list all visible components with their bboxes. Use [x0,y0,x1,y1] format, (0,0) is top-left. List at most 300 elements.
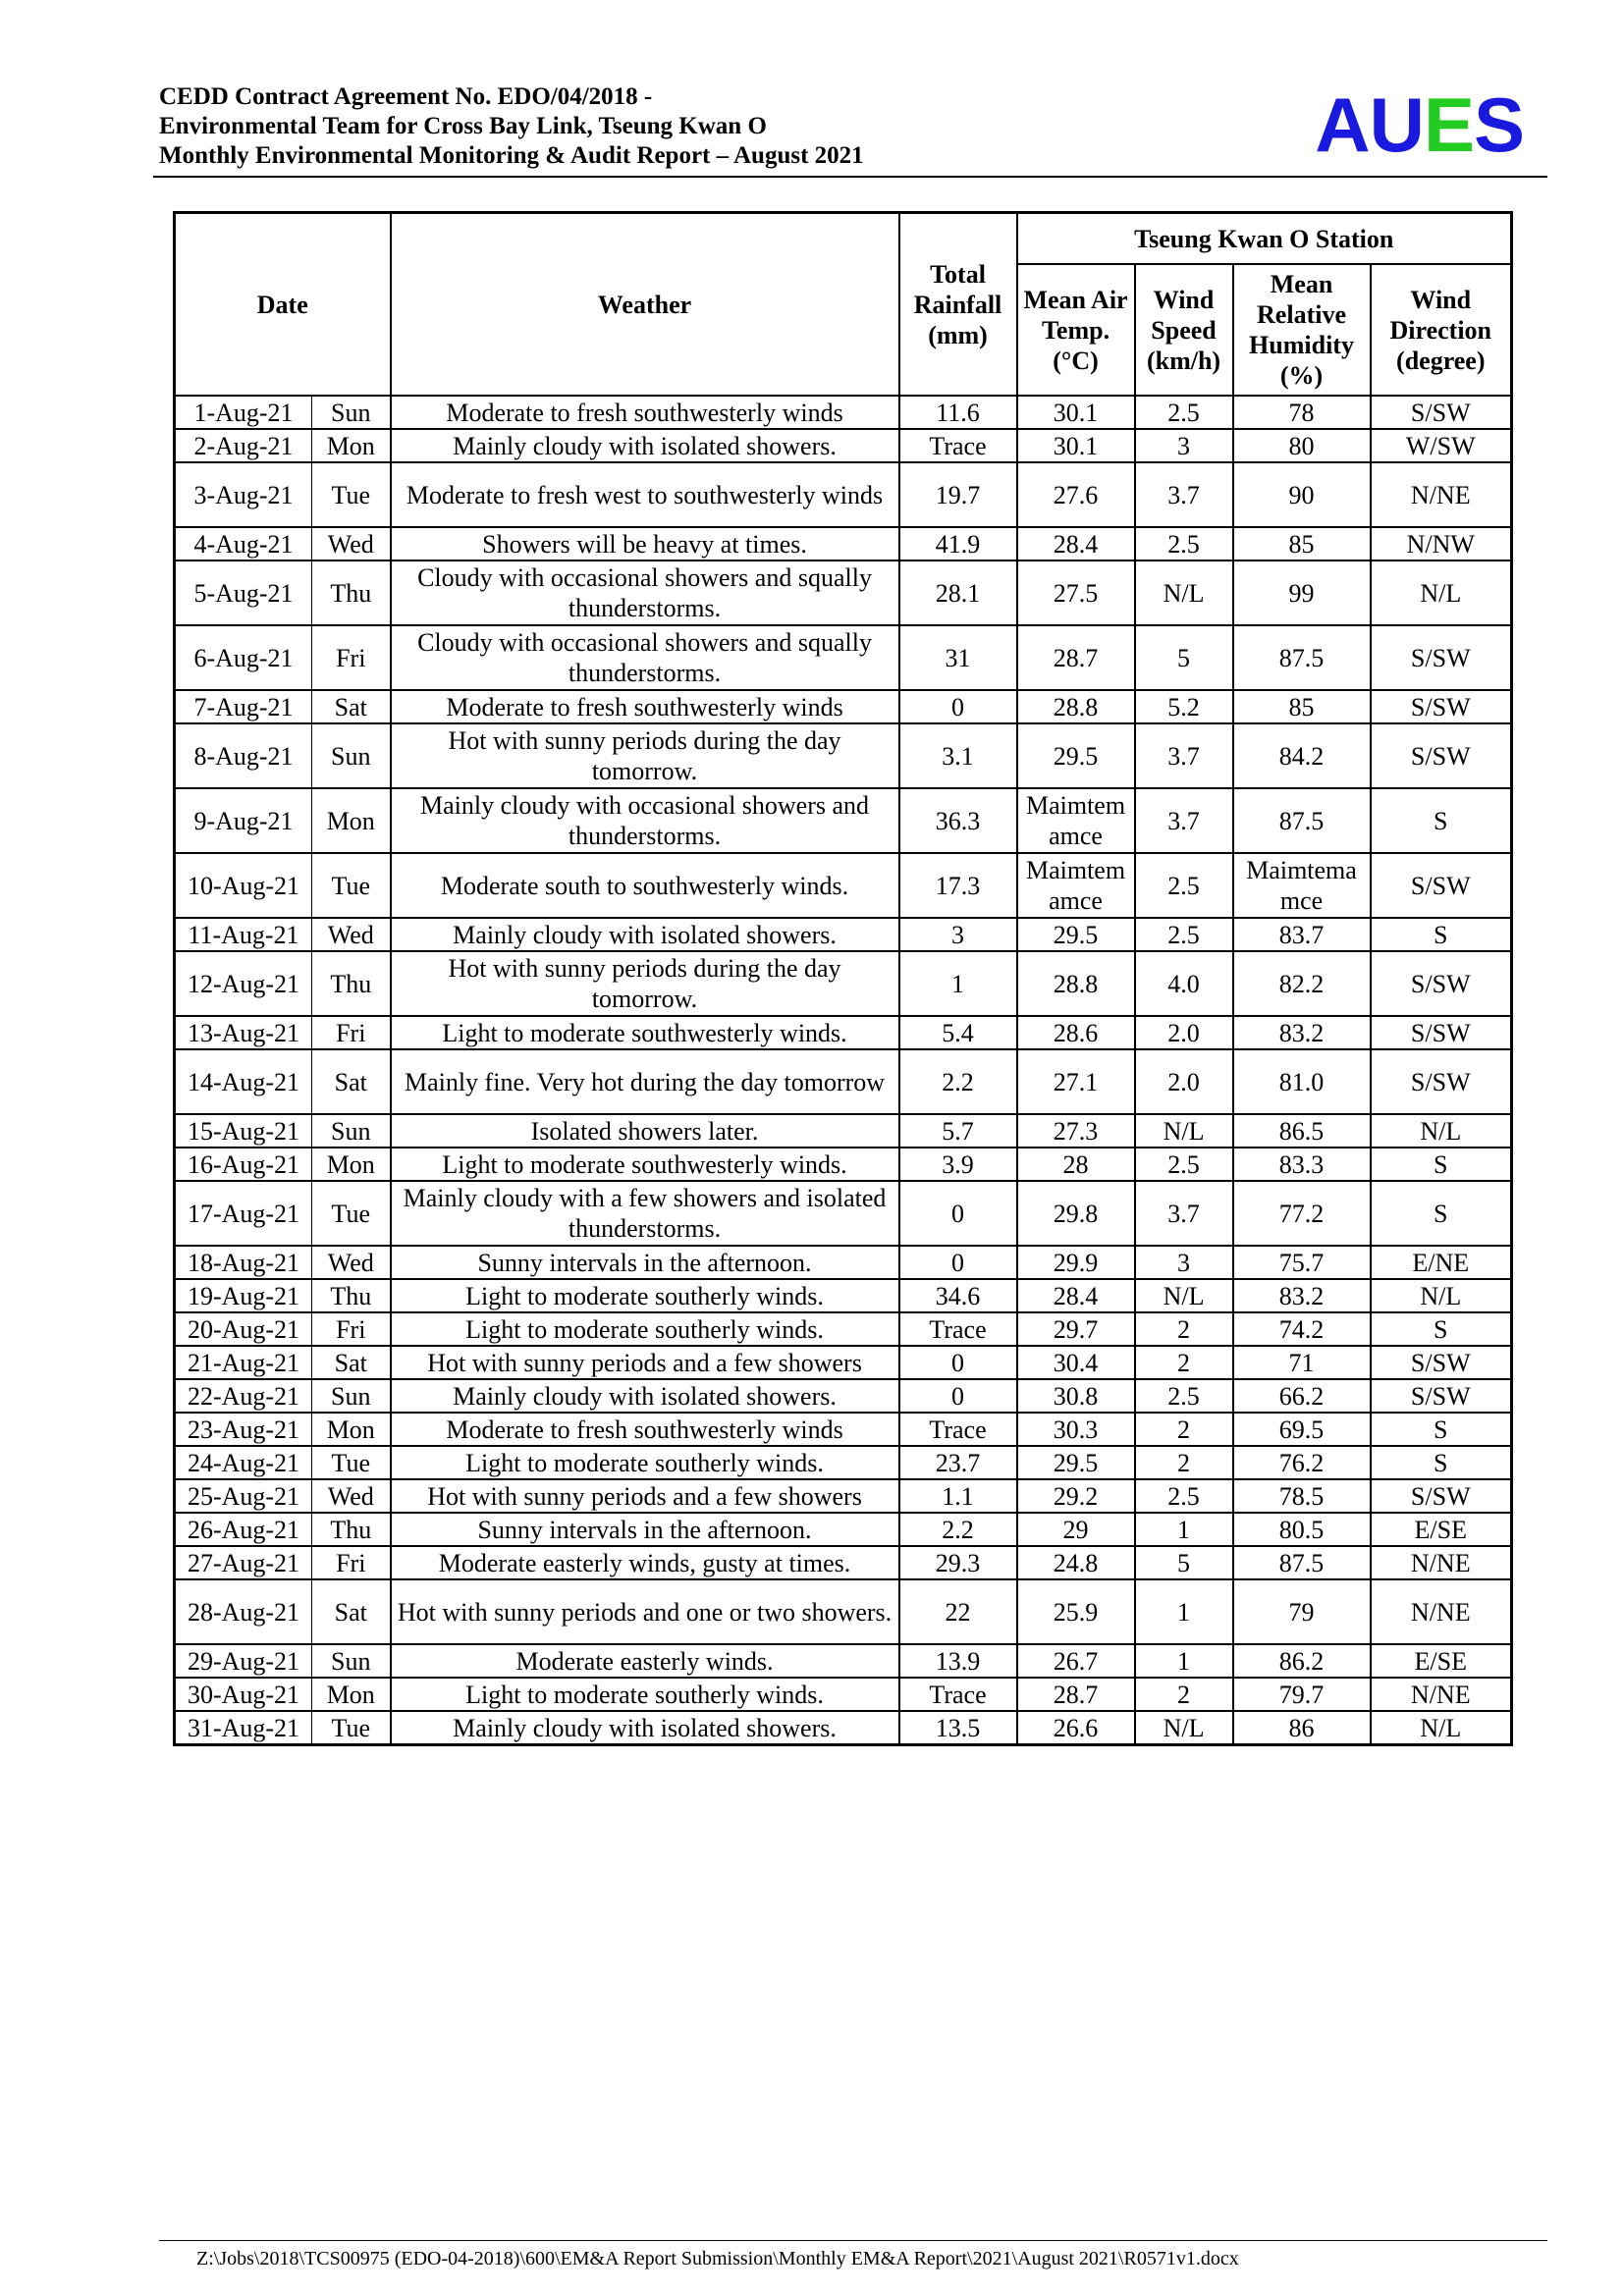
rainfall-cell: Trace [899,1413,1017,1446]
wind-direction-cell: S/SW [1371,396,1512,429]
wind-speed-cell: 3.7 [1135,462,1233,527]
date-cell: 29-Aug-21 [175,1644,312,1678]
wind-speed-cell: 4.0 [1135,951,1233,1016]
humidity-cell: 84.2 [1233,723,1371,788]
table-row [175,723,1512,788]
table-row [175,918,1512,951]
day-cell: Mon [312,1148,391,1181]
wind-speed-cell: 2 [1135,1413,1233,1446]
day-cell: Tue [312,1181,391,1246]
day-cell: Tue [312,853,391,918]
rainfall-cell: Trace [899,429,1017,462]
rainfall-cell: 17.3 [899,853,1017,918]
rainfall-cell: 23.7 [899,1446,1017,1479]
humidity-cell: 79 [1233,1579,1371,1644]
humidity-cell: 69.5 [1233,1413,1371,1446]
rainfall-cell: 3.1 [899,723,1017,788]
date-cell: 28-Aug-21 [175,1579,312,1644]
table-row [175,1279,1512,1312]
wind-speed-cell: N/L [1135,1711,1233,1745]
temperature-cell: 28.8 [1017,951,1135,1016]
table-row [175,429,1512,462]
temperature-cell: 29.5 [1017,1446,1135,1479]
wind-speed-cell: 5.2 [1135,690,1233,723]
temperature-cell: 29.5 [1017,723,1135,788]
rainfall-cell: 3.9 [899,1148,1017,1181]
table-row [175,527,1512,561]
wind-speed-cell: 2.5 [1135,1148,1233,1181]
weather-cell: Isolated showers later. [391,1114,899,1148]
table-row [175,462,1512,527]
aues-logo [1315,81,1524,168]
wind-direction-cell: N/L [1371,1279,1512,1312]
table-row [175,951,1512,1016]
date-cell: 26-Aug-21 [175,1513,312,1546]
humidity-cell: 71 [1233,1346,1371,1379]
page-header [159,82,1542,175]
wind-speed-cell: 2.5 [1135,853,1233,918]
date-cell: 24-Aug-21 [175,1446,312,1479]
wind-direction-cell: S/SW [1371,1379,1512,1413]
day-cell: Fri [312,1546,391,1579]
table-row [175,1711,1512,1745]
rainfall-cell: 2.2 [899,1513,1017,1546]
day-cell: Mon [312,788,391,853]
date-cell: 19-Aug-21 [175,1279,312,1312]
date-cell: 4-Aug-21 [175,527,312,561]
table-row [175,1148,1512,1181]
date-cell: 16-Aug-21 [175,1148,312,1181]
wind-speed-cell: 2 [1135,1346,1233,1379]
temperature-cell: 25.9 [1017,1579,1135,1644]
rainfall-cell: 13.9 [899,1644,1017,1678]
table-row [175,1246,1512,1279]
date-cell: 3-Aug-21 [175,462,312,527]
date-cell: 30-Aug-21 [175,1678,312,1711]
humidity-cell: 66.2 [1233,1379,1371,1413]
weather-cell: Light to moderate southerly winds. [391,1312,899,1346]
rainfall-cell: 13.5 [899,1711,1017,1745]
humidity-cell: 87.5 [1233,788,1371,853]
weather-cell: Hot with sunny periods and a few showers [391,1479,899,1513]
wind-direction-cell: S [1371,1312,1512,1346]
weather-cell: Hot with sunny periods during the day tomorrow. [391,723,899,788]
date-cell: 1-Aug-21 [175,396,312,429]
day-cell: Thu [312,951,391,1016]
day-cell: Wed [312,527,391,561]
weather-cell: Light to moderate southerly winds. [391,1678,899,1711]
wind-direction-cell: N/NW [1371,527,1512,561]
table-row [175,1446,1512,1479]
weather-cell: Hot with sunny periods during the day tomorrow. [391,951,899,1016]
day-cell: Wed [312,1246,391,1279]
wind-speed-cell: 2 [1135,1446,1233,1479]
table-row [175,1379,1512,1413]
wind-speed-cell: 3.7 [1135,1181,1233,1246]
humidity-cell: 78 [1233,396,1371,429]
table-row [175,1644,1512,1678]
wind-direction-cell: S [1371,1446,1512,1479]
rainfall-cell: 5.4 [899,1016,1017,1049]
temperature-cell: 28.7 [1017,1678,1135,1711]
wind-speed-cell: 1 [1135,1644,1233,1678]
table-row [175,561,1512,625]
date-cell: 31-Aug-21 [175,1711,312,1745]
temperature-cell: 30.4 [1017,1346,1135,1379]
date-cell: 25-Aug-21 [175,1479,312,1513]
wind-speed-cell: 2.5 [1135,918,1233,951]
contract-title: CEDD Contract Agreement No. EDO/04/2018 - [159,83,653,110]
humidity-cell: 87.5 [1233,1546,1371,1579]
wind-direction-cell: E/SE [1371,1513,1512,1546]
wind-direction-cell: S/SW [1371,853,1512,918]
temperature-cell: 29.9 [1017,1246,1135,1279]
project-title: Environmental Team for Cross Bay Link, Tseung Kwan O [159,113,767,139]
day-cell: Sat [312,1579,391,1644]
temperature-cell: 30.1 [1017,429,1135,462]
humidity-cell: 80.5 [1233,1513,1371,1546]
wind-speed-cell: 2.5 [1135,1479,1233,1513]
rainfall-cell: 34.6 [899,1279,1017,1312]
weather-cell: Hot with sunny periods and one or two showers. [391,1579,899,1644]
wind-direction-cell: S/SW [1371,1479,1512,1513]
day-cell: Wed [312,918,391,951]
date-cell: 21-Aug-21 [175,1346,312,1379]
rainfall-cell: 11.6 [899,396,1017,429]
table-row [175,625,1512,690]
temperature-cell: 28.6 [1017,1016,1135,1049]
temperature-cell: 27.5 [1017,561,1135,625]
table-row [175,1413,1512,1446]
day-cell: Sat [312,1346,391,1379]
weather-cell: Sunny intervals in the afternoon. [391,1513,899,1546]
temperature-cell: 27.6 [1017,462,1135,527]
humidity-cell: 77.2 [1233,1181,1371,1246]
humidity-cell: 78.5 [1233,1479,1371,1513]
wind-speed-cell: 5 [1135,1546,1233,1579]
humidity-cell: 90 [1233,462,1371,527]
weather-cell: Moderate to fresh southwesterly winds [391,690,899,723]
wind-speed-cell: N/L [1135,561,1233,625]
temperature-cell: 30.1 [1017,396,1135,429]
date-cell: 2-Aug-21 [175,429,312,462]
rainfall-cell: Trace [899,1312,1017,1346]
humidity-cell: 79.7 [1233,1678,1371,1711]
date-cell: 13-Aug-21 [175,1016,312,1049]
table-row [175,1049,1512,1114]
file-path-footer: Z:\Jobs\2018\TCS00975 (EDO-04-2018)\600\EM&A Report Submission\Monthly EM&A Report\2021\August 2021\R0571v1.docx [196,2248,1239,2269]
day-cell: Sun [312,723,391,788]
temperature-cell: 30.3 [1017,1413,1135,1446]
humidity-cell: 86.2 [1233,1644,1371,1678]
day-cell: Sun [312,1379,391,1413]
table-row [175,1546,1512,1579]
header-weather: Weather [391,213,899,397]
table-row [175,1579,1512,1644]
wind-direction-cell: N/NE [1371,1678,1512,1711]
wind-direction-cell: S [1371,1413,1512,1446]
logo-letter: A [1315,81,1370,168]
weather-cell: Cloudy with occasional showers and squally thunderstorms. [391,561,899,625]
weather-cell: Hot with sunny periods and a few showers [391,1346,899,1379]
logo-letter: E [1423,81,1474,168]
date-cell: 17-Aug-21 [175,1181,312,1246]
date-cell: 14-Aug-21 [175,1049,312,1114]
rainfall-cell: 0 [899,1246,1017,1279]
wind-direction-cell: S/SW [1371,723,1512,788]
temperature-cell: Maimtem amce [1017,853,1135,918]
day-cell: Tue [312,462,391,527]
rainfall-cell: 1.1 [899,1479,1017,1513]
table-row [175,1016,1512,1049]
weather-cell: Moderate easterly winds, gusty at times. [391,1546,899,1579]
wind-direction-cell: S [1371,918,1512,951]
day-cell: Sat [312,1049,391,1114]
temperature-cell: 26.7 [1017,1644,1135,1678]
date-cell: 5-Aug-21 [175,561,312,625]
table-row [175,1312,1512,1346]
date-cell: 11-Aug-21 [175,918,312,951]
wind-speed-cell: 2 [1135,1678,1233,1711]
humidity-cell: 80 [1233,429,1371,462]
humidity-cell: 86 [1233,1711,1371,1745]
table-row [175,788,1512,853]
date-cell: 12-Aug-21 [175,951,312,1016]
day-cell: Thu [312,1513,391,1546]
temperature-cell: 26.6 [1017,1711,1135,1745]
humidity-cell: 83.2 [1233,1016,1371,1049]
temperature-cell: 28.8 [1017,690,1135,723]
wind-direction-cell: E/NE [1371,1246,1512,1279]
humidity-cell: 83.2 [1233,1279,1371,1312]
humidity-cell: 74.2 [1233,1312,1371,1346]
temperature-cell: 29.7 [1017,1312,1135,1346]
date-cell: 9-Aug-21 [175,788,312,853]
wind-speed-cell: 2 [1135,1312,1233,1346]
wind-direction-cell: S [1371,1181,1512,1246]
day-cell: Fri [312,1016,391,1049]
rainfall-cell: 22 [899,1579,1017,1644]
wind-speed-cell: N/L [1135,1279,1233,1312]
rainfall-cell: 19.7 [899,462,1017,527]
wind-direction-cell: N/NE [1371,462,1512,527]
wind-direction-cell: N/NE [1371,1579,1512,1644]
table-row [175,853,1512,918]
humidity-cell: 83.7 [1233,918,1371,951]
weather-cell: Light to moderate southerly winds. [391,1446,899,1479]
rainfall-cell: 3 [899,918,1017,951]
date-cell: 8-Aug-21 [175,723,312,788]
temperature-cell: 29.2 [1017,1479,1135,1513]
wind-direction-cell: S/SW [1371,625,1512,690]
rainfall-cell: 36.3 [899,788,1017,853]
temperature-cell: 29.8 [1017,1181,1135,1246]
table-row [175,1678,1512,1711]
weather-cell: Mainly cloudy with a few showers and isolated thunderstorms. [391,1181,899,1246]
weather-cell: Mainly cloudy with occasional showers and thunderstorms. [391,788,899,853]
weather-table [173,211,1513,1746]
wind-speed-cell: 3 [1135,1246,1233,1279]
wind-speed-cell: 3.7 [1135,723,1233,788]
wind-speed-cell: 2.0 [1135,1016,1233,1049]
temperature-cell: 27.3 [1017,1114,1135,1148]
temperature-cell: Maimtem amce [1017,788,1135,853]
wind-direction-cell: N/L [1371,1711,1512,1745]
humidity-cell: 99 [1233,561,1371,625]
rainfall-cell: 0 [899,1379,1017,1413]
header-wind-speed: Wind Speed (km/h) [1135,264,1233,396]
header-wind-direction: Wind Direction (degree) [1371,264,1512,396]
humidity-cell: 85 [1233,527,1371,561]
day-cell: Sat [312,690,391,723]
logo-letter: U [1369,81,1424,168]
day-cell: Fri [312,625,391,690]
weather-cell: Cloudy with occasional showers and squally thunderstorms. [391,625,899,690]
rainfall-cell: 2.2 [899,1049,1017,1114]
wind-speed-cell: 1 [1135,1579,1233,1644]
date-cell: 10-Aug-21 [175,853,312,918]
report-title-block [159,82,864,171]
header-station: Tseung Kwan O Station [1017,213,1512,265]
table-row [175,1346,1512,1379]
header-date: Date [175,213,391,397]
weather-cell: Moderate to fresh southwesterly winds [391,396,899,429]
rainfall-cell: 0 [899,690,1017,723]
wind-speed-cell: 2.5 [1135,1379,1233,1413]
rainfall-cell: 5.7 [899,1114,1017,1148]
date-cell: 7-Aug-21 [175,690,312,723]
day-cell: Sun [312,396,391,429]
weather-cell: Mainly fine. Very hot during the day tomorrow [391,1049,899,1114]
rainfall-cell: 29.3 [899,1546,1017,1579]
rainfall-cell: 41.9 [899,527,1017,561]
wind-direction-cell: S [1371,788,1512,853]
day-cell: Mon [312,429,391,462]
date-cell: 27-Aug-21 [175,1546,312,1579]
table-row [175,1181,1512,1246]
weather-cell: Moderate to fresh west to southwesterly winds [391,462,899,527]
weather-cell: Showers will be heavy at times. [391,527,899,561]
day-cell: Mon [312,1413,391,1446]
table-row [175,1513,1512,1546]
wind-direction-cell: S/SW [1371,951,1512,1016]
wind-direction-cell: N/L [1371,1114,1512,1148]
wind-direction-cell: S/SW [1371,690,1512,723]
humidity-cell: 87.5 [1233,625,1371,690]
date-cell: 23-Aug-21 [175,1413,312,1446]
weather-cell: Moderate easterly winds. [391,1644,899,1678]
rainfall-cell: 28.1 [899,561,1017,625]
weather-cell: Light to moderate southwesterly winds. [391,1016,899,1049]
day-cell: Fri [312,1312,391,1346]
date-cell: 6-Aug-21 [175,625,312,690]
footer-divider [159,2240,1547,2241]
humidity-cell: 82.2 [1233,951,1371,1016]
weather-cell: Mainly cloudy with isolated showers. [391,429,899,462]
temperature-cell: 28.4 [1017,1279,1135,1312]
table-row [175,1114,1512,1148]
rainfall-cell: 1 [899,951,1017,1016]
wind-direction-cell: S/SW [1371,1346,1512,1379]
temperature-cell: 30.8 [1017,1379,1135,1413]
wind-direction-cell: W/SW [1371,429,1512,462]
header-divider [153,176,1547,178]
wind-direction-cell: N/L [1371,561,1512,625]
wind-speed-cell: 3.7 [1135,788,1233,853]
humidity-cell: Maimtema mce [1233,853,1371,918]
rainfall-cell: 31 [899,625,1017,690]
temperature-cell: 28.7 [1017,625,1135,690]
wind-speed-cell: 1 [1135,1513,1233,1546]
temperature-cell: 29 [1017,1513,1135,1546]
wind-direction-cell: N/NE [1371,1546,1512,1579]
header-temp: Mean Air Temp. (°C) [1017,264,1135,396]
weather-cell: Light to moderate southwesterly winds. [391,1148,899,1181]
weather-cell: Moderate to fresh southwesterly winds [391,1413,899,1446]
rainfall-cell: 0 [899,1346,1017,1379]
report-title: Monthly Environmental Monitoring & Audit Report – August 2021 [159,142,864,169]
rainfall-cell: Trace [899,1678,1017,1711]
weather-cell: Light to moderate southerly winds. [391,1279,899,1312]
weather-cell: Mainly cloudy with isolated showers. [391,1379,899,1413]
wind-direction-cell: E/SE [1371,1644,1512,1678]
day-cell: Tue [312,1446,391,1479]
day-cell: Mon [312,1678,391,1711]
logo-letter: S [1473,81,1524,168]
temperature-cell: 29.5 [1017,918,1135,951]
rainfall-cell: 0 [899,1181,1017,1246]
day-cell: Sun [312,1644,391,1678]
header-humidity: Mean Relative Humidity (%) [1233,264,1371,396]
humidity-cell: 86.5 [1233,1114,1371,1148]
weather-cell: Mainly cloudy with isolated showers. [391,918,899,951]
table-row [175,1479,1512,1513]
weather-cell: Mainly cloudy with isolated showers. [391,1711,899,1745]
temperature-cell: 24.8 [1017,1546,1135,1579]
temperature-cell: 28 [1017,1148,1135,1181]
wind-direction-cell: S/SW [1371,1016,1512,1049]
day-cell: Thu [312,561,391,625]
wind-speed-cell: 2.0 [1135,1049,1233,1114]
day-cell: Tue [312,1711,391,1745]
table-row [175,396,1512,429]
wind-direction-cell: S [1371,1148,1512,1181]
table-row [175,690,1512,723]
humidity-cell: 81.0 [1233,1049,1371,1114]
humidity-cell: 75.7 [1233,1246,1371,1279]
humidity-cell: 85 [1233,690,1371,723]
wind-speed-cell: 5 [1135,625,1233,690]
date-cell: 15-Aug-21 [175,1114,312,1148]
date-cell: 18-Aug-21 [175,1246,312,1279]
wind-speed-cell: 3 [1135,429,1233,462]
wind-direction-cell: S/SW [1371,1049,1512,1114]
wind-speed-cell: 2.5 [1135,527,1233,561]
day-cell: Sun [312,1114,391,1148]
date-cell: 22-Aug-21 [175,1379,312,1413]
weather-table-body [175,396,1512,1745]
header-rainfall: Total Rainfall (mm) [899,213,1017,397]
wind-speed-cell: 2.5 [1135,396,1233,429]
humidity-cell: 83.3 [1233,1148,1371,1181]
date-cell: 20-Aug-21 [175,1312,312,1346]
weather-cell: Sunny intervals in the afternoon. [391,1246,899,1279]
temperature-cell: 28.4 [1017,527,1135,561]
humidity-cell: 76.2 [1233,1446,1371,1479]
temperature-cell: 27.1 [1017,1049,1135,1114]
day-cell: Wed [312,1479,391,1513]
day-cell: Thu [312,1279,391,1312]
